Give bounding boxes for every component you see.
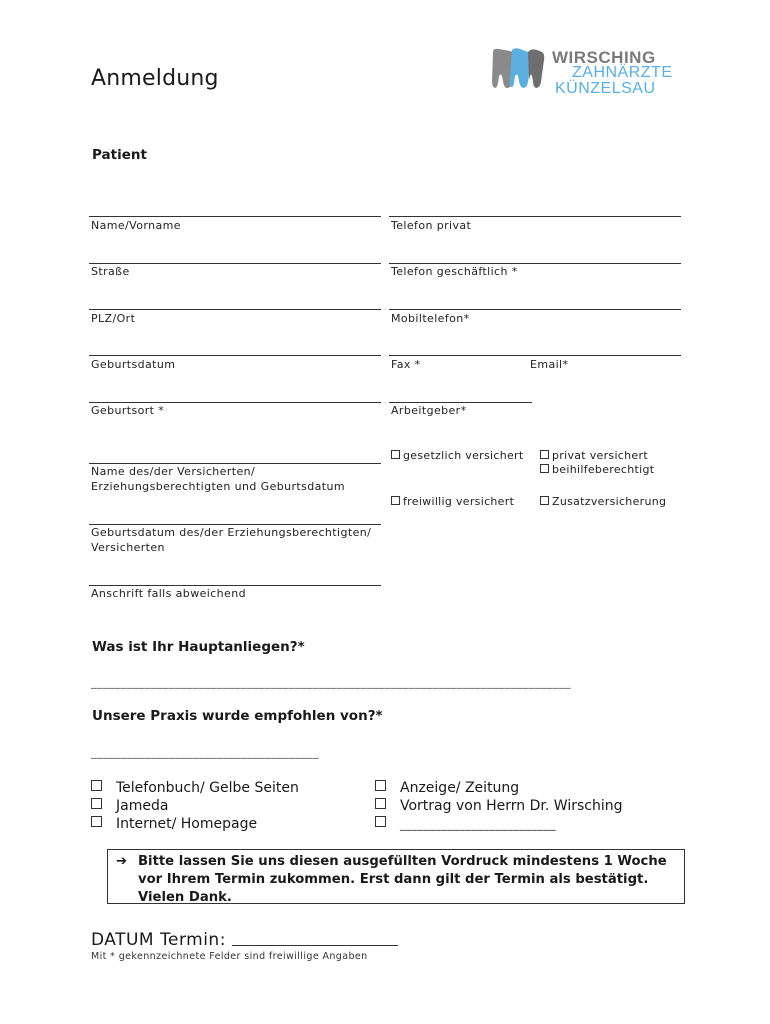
checkbox-beihilfe[interactable] (540, 463, 654, 477)
employer-label: Arbeitgeber* (391, 404, 467, 417)
referral-option[interactable]: Vortrag von Herrn Dr. Wirsching (375, 797, 622, 815)
zip-city-label: PLZ/Ort (91, 312, 136, 325)
section-patient-heading: Patient (92, 147, 147, 163)
checkbox-icon[interactable] (540, 450, 549, 459)
phone-private-label: Telefon privat (391, 219, 472, 232)
street-label: Straße (91, 265, 130, 278)
checkbox-icon[interactable] (91, 798, 102, 809)
referral-option[interactable]: Internet/ Homepage (91, 815, 257, 833)
checkbox-icon[interactable] (375, 780, 386, 791)
datum-label: DATUM Termin: (91, 930, 226, 950)
referral-answer-line[interactable]: ______________________________________ (91, 746, 319, 759)
street-input-line[interactable] (89, 263, 381, 264)
concern-question: Was ist Ihr Hauptanliegen?* (92, 639, 305, 655)
mobile-input-line[interactable] (389, 309, 681, 310)
insured-name-label-2: Erziehungsberechtigten und Geburtsdatum (91, 480, 345, 493)
referral-option[interactable]: Jameda (91, 797, 168, 815)
datum-input-line[interactable] (232, 931, 398, 946)
logo-line-2: ZAHNÄRZTE (572, 64, 673, 81)
name-label: Name/Vorname (91, 219, 181, 232)
arrow-right-icon: ➔ (116, 854, 128, 869)
notice-text: Bitte lassen Sie uns diesen ausgefüllten Vordruck mindestens 1 Woche vor Ihrem Termin zukommen. Erst dann gilt der Termin als bestätigt. Vielen Dank. (138, 854, 667, 905)
tooth-logo-icon (490, 46, 550, 96)
referral-option[interactable]: Anzeige/ Zeitung (375, 779, 519, 797)
phone-business-label: Telefon geschäftlich * (391, 265, 518, 278)
birthdate-input-line[interactable] (89, 355, 381, 356)
notice-box (107, 849, 685, 904)
logo-line-3: KÜNZELSAU (555, 80, 656, 97)
checkbox-icon[interactable] (540, 496, 549, 505)
referral-option-other[interactable]: __________________________ (375, 815, 556, 834)
email-label: Email* (530, 358, 569, 371)
name-input-line[interactable] (89, 216, 381, 217)
checkbox-icon[interactable] (391, 496, 400, 505)
checkbox-beihilfe-label: beihilfeberechtigt (552, 463, 655, 476)
checkbox-voluntary-label: freiwillig versichert (403, 495, 515, 508)
fax-email-input-line[interactable] (389, 355, 681, 356)
checkbox-private[interactable] (540, 449, 648, 463)
zip-city-input-line[interactable] (89, 309, 381, 310)
fax-label: Fax * (391, 358, 421, 371)
checkbox-icon[interactable] (91, 780, 102, 791)
checkbox-icon[interactable] (375, 798, 386, 809)
footnote: Mit * gekennzeichnete Felder sind freiwillige Angaben (91, 951, 368, 962)
guardian-birthdate-label-2: Versicherten (91, 541, 165, 554)
checkbox-icon[interactable] (375, 816, 386, 827)
checkbox-supplementary-label: Zusatzversicherung (552, 495, 667, 508)
logo-line-1: WIRSCHING (552, 48, 656, 67)
page-title: Anmeldung (91, 66, 219, 91)
address-alt-label: Anschrift falls abweichend (91, 587, 246, 600)
birthplace-label: Geburtsort * (91, 404, 165, 417)
concern-answer-line[interactable]: ________________________________________________________________________________ (91, 676, 571, 689)
referral-question: Unsere Praxis wurde empfohlen von?* (92, 708, 383, 724)
checkbox-private-label: privat versichert (552, 449, 648, 462)
mobile-label: Mobiltelefon* (391, 312, 470, 325)
checkbox-voluntary[interactable] (391, 495, 514, 509)
guardian-birthdate-label-1: Geburtsdatum des/der Erziehungsberechtigten/ (91, 526, 372, 539)
datum-field (91, 930, 398, 950)
checkbox-statutory[interactable] (391, 449, 523, 463)
referral-option[interactable]: Telefonbuch/ Gelbe Seiten (91, 779, 299, 797)
checkbox-icon[interactable] (540, 464, 549, 473)
insured-name-label-1: Name des/der Versicherten/ (91, 465, 256, 478)
checkbox-icon[interactable] (91, 816, 102, 827)
phone-private-input-line[interactable] (389, 216, 681, 217)
checkbox-statutory-label: gesetzlich versichert (403, 449, 524, 462)
checkbox-icon[interactable] (391, 450, 400, 459)
practice-logo (490, 46, 690, 106)
birthdate-label: Geburtsdatum (91, 358, 176, 371)
checkbox-supplementary[interactable] (540, 495, 666, 509)
